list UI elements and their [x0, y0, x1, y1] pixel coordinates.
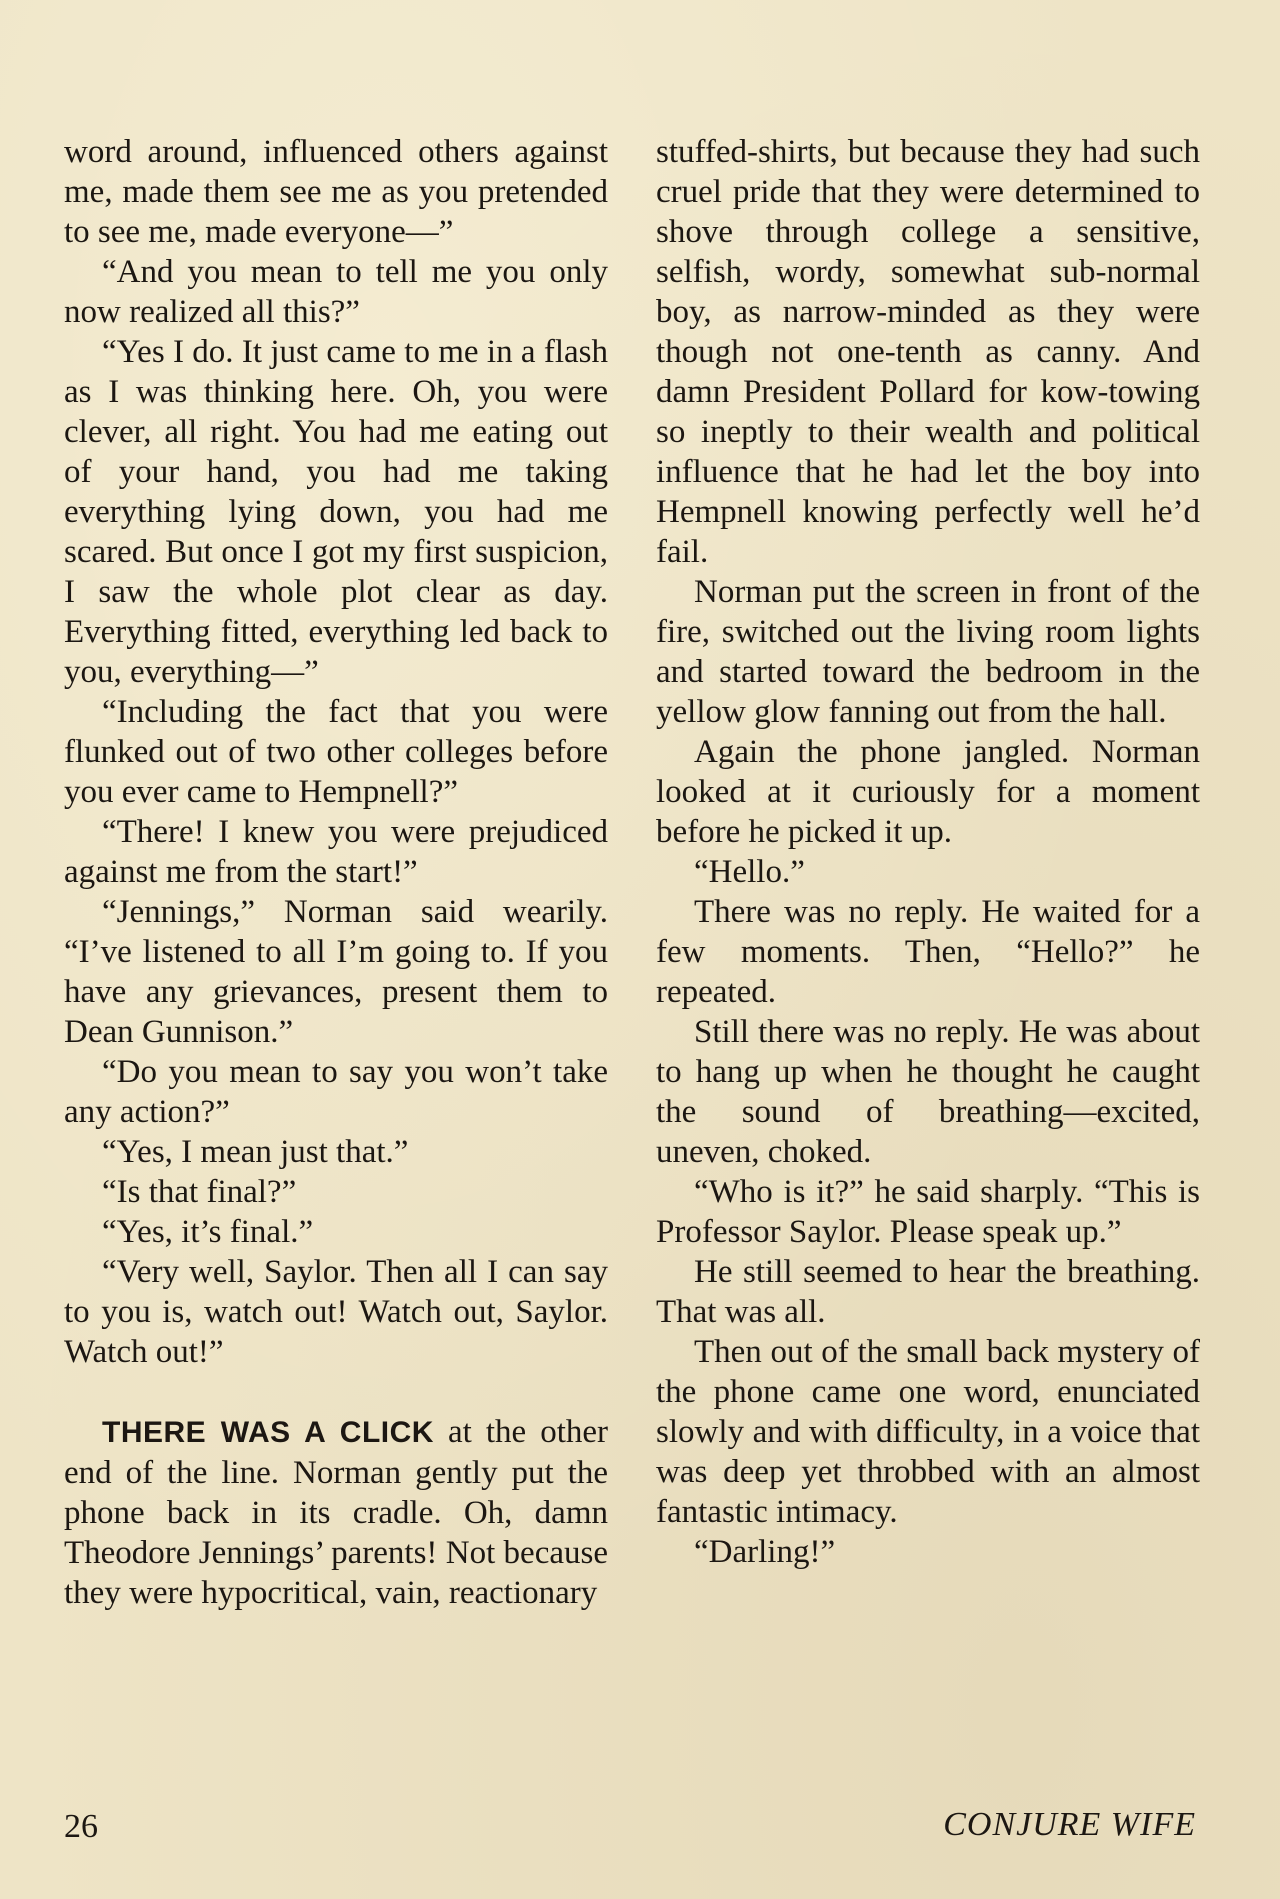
page-number: 26 [64, 1808, 98, 1845]
paragraph: “Do you mean to say you won’t take any action?” [64, 1054, 608, 1130]
paragraph: Norman put the screen in front of the fire, switched out the living room lights and started toward the bedroom in the yellow glow fanning out from the hall. [656, 574, 1200, 730]
paragraph: “Yes, I mean just that.” [102, 1134, 409, 1170]
paragraph: There was no reply. He waited for a few moments. Then, “Hello?” he repeated. [656, 894, 1200, 1010]
paragraph: “Is that final?” [102, 1174, 297, 1210]
right-column [656, 132, 1200, 1572]
left-column [64, 132, 608, 1613]
paragraph: “Hello.” [694, 854, 805, 890]
paragraph: “And you mean to tell me you only now realized all this?” [64, 254, 608, 330]
paragraph-text: at the other end of the line. Norman gently put the phone back in its cradle. Oh, damn Theodore Jennings’ parents! Not because they were hypocritical, vain, reactionary [64, 1414, 609, 1611]
paragraph: “Darling!” [694, 1534, 836, 1570]
run-in-heading: THERE WAS A CLICK [102, 1416, 434, 1449]
paragraph: Then out of the small back mystery of the phone came one word, enunciated slowly and with difficulty, in a voice that was deep yet throbbed with an almost fantastic intimacy. [656, 1334, 1200, 1530]
paragraph: He still seemed to hear the breathing. That was all. [656, 1254, 1200, 1330]
paragraph: “Jennings,” Norman said wearily. “I’ve listened to all I’m going to. If you have any grievances, present them to Dean Gunnison.” [64, 894, 608, 1050]
paragraph: stuffed-shirts, but because they had such cruel pride that they were determined to shove through college a sensitive, selfish, wordy, somewhat sub-normal boy, as narrow-minded as they were though not one-tenth as canny. And damn President Pollard for kow-towing so ineptly to their wealth and political influence that he had let the boy into Hempnell knowing perfectly well he’d fail. [656, 134, 1200, 570]
paragraph: “There! I knew you were prejudiced against me from the start!” [64, 814, 608, 890]
paragraph: “Yes, it’s final.” [102, 1214, 314, 1250]
paragraph: “Yes I do. It just came to me in a flash as I was thinking here. Oh, you were clever, all right. You had me eating out of your hand, you had me taking everything lying down, you had me scared. But once I got my first suspicion, I saw the whole plot clear as day. Everything fitted, everything led back to you, everything—” [64, 334, 608, 690]
paragraph: word around, influenced others against me, made them see me as you pretended to see me, made everyone—” [64, 134, 608, 250]
running-title: CONJURE WIFE [943, 1806, 1196, 1843]
paragraph: “Very well, Saylor. Then all I can say to you is, watch out! Watch out, Saylor. Watch out!” [64, 1254, 608, 1370]
paragraph: “Including the fact that you were flunked out of two other colleges before you ever came to Hempnell?” [64, 694, 608, 810]
paragraph: Again the phone jangled. Norman looked at it curiously for a moment before he picked it up. [656, 734, 1200, 850]
section-break-paragraph [64, 1412, 608, 1613]
paragraph: “Who is it?” he said sharply. “This is Professor Saylor. Please speak up.” [656, 1174, 1200, 1250]
paragraph: Still there was no reply. He was about to hang up when he thought he caught the sound of breathing—excited, uneven, choked. [656, 1014, 1200, 1170]
